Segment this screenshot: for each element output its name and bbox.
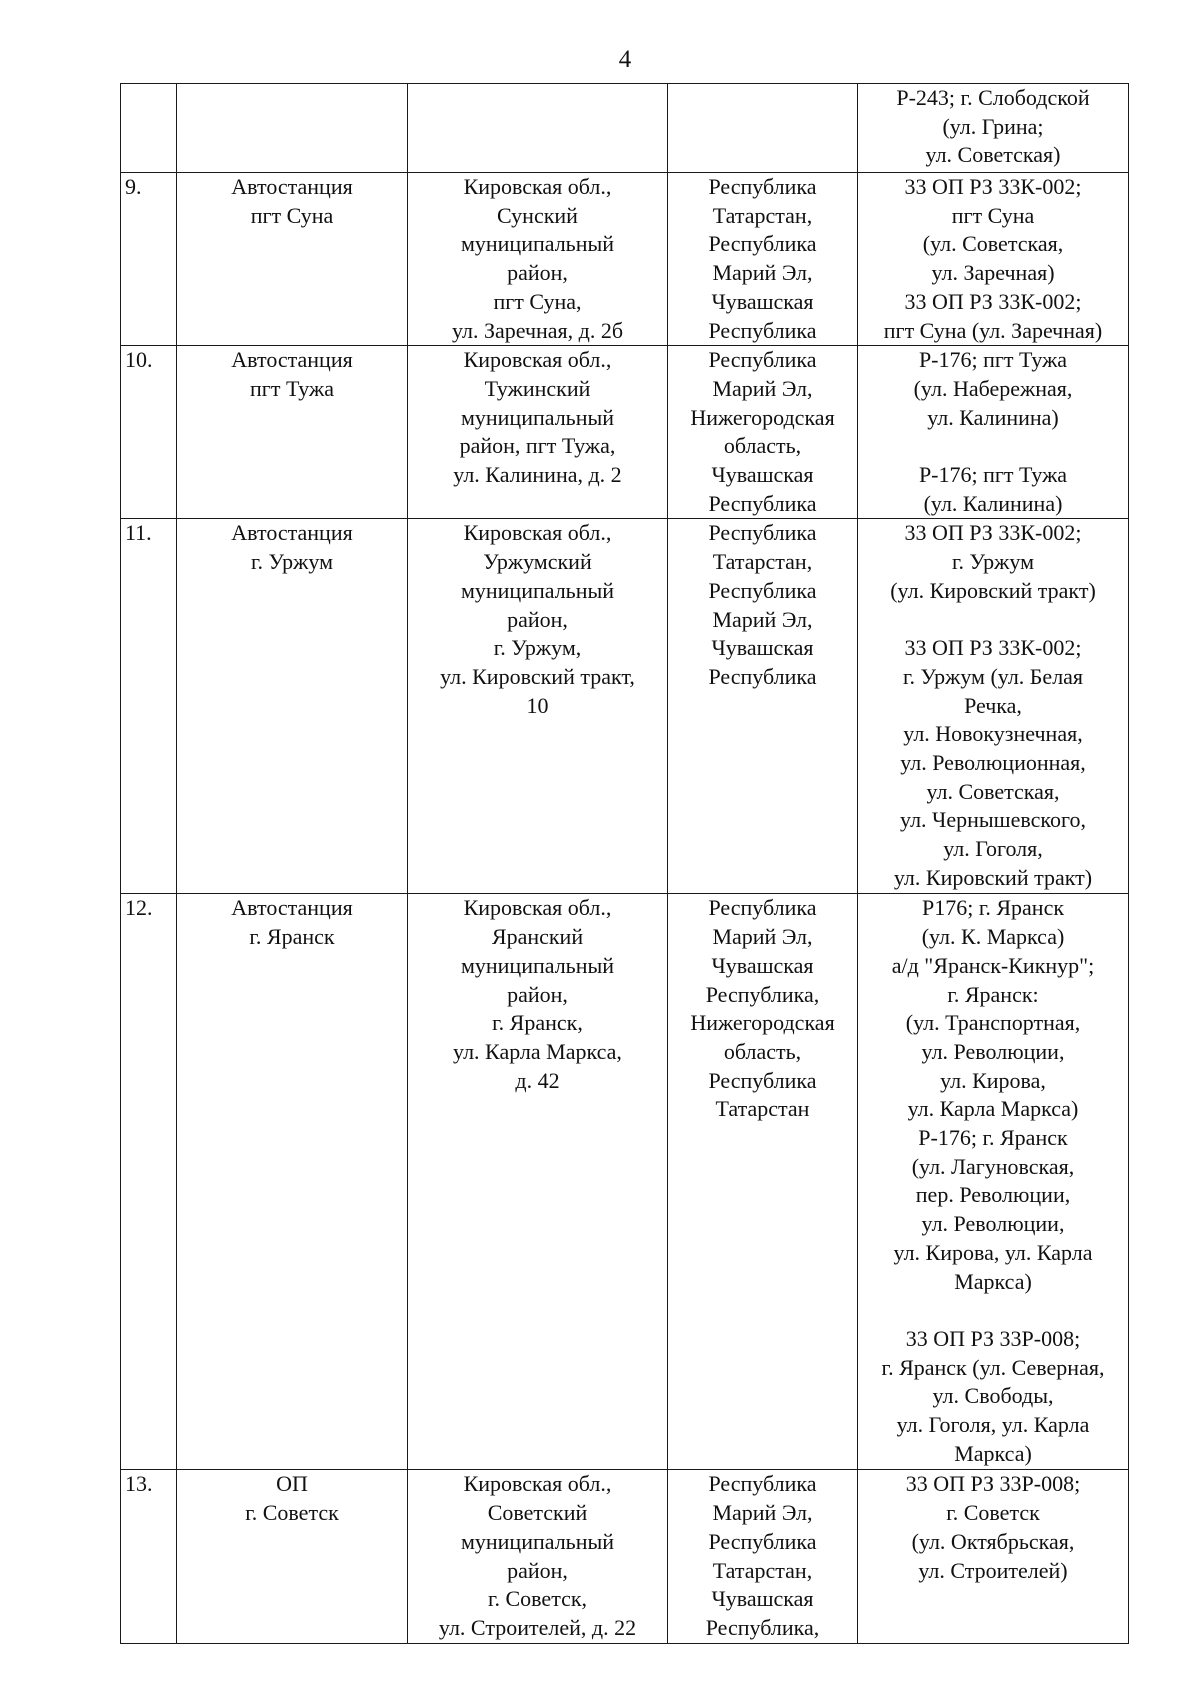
regions-cell: Республика Марий Эл, Республика Татарстан, Чувашская Республика, xyxy=(668,1470,858,1643)
regions-cell: Республика Татарстан, Республика Марий Эл, Чувашская Республика xyxy=(668,173,858,346)
station-name-cell: Автостанция пгт Тужа xyxy=(177,346,408,519)
row-number-cell: 12. xyxy=(121,894,177,1470)
route-cell: 33 ОП РЗ 33К-002; пгт Суна (ул. Советская, ул. Заречная) 33 ОП РЗ 33К-002; пгт Суна (ул. Заречная) xyxy=(858,173,1129,346)
address-cell: Кировская обл., Советский муниципальный район, г. Советск, ул. Строителей, д. 22 xyxy=(408,1470,668,1643)
address-cell: Кировская обл., Уржумский муниципальный район, г. Уржум, ул. Кировский тракт, 10 xyxy=(408,519,668,894)
route-cell: Р176; г. Яранск (ул. К. Маркса) а/д "Яранск-Кикнур"; г. Яранск: (ул. Транспортная, ул. Революции, ул. Кирова, ул. Карла Маркса) Р-176; г. Яранск (ул. Лагуновская, пер. Революции, ул. Революции, ул. Кирова, ул. Карла Маркса) 33 ОП РЗ 33Р-008; г. Яранск (ул. Северная, ул. Свободы, ул. Гоголя, ул. Карла Маркса) xyxy=(858,894,1129,1470)
regions-cell: Республика Марий Эл, Чувашская Республика, Нижегородская область, Республика Татарстан xyxy=(668,894,858,1470)
station-name-cell: Автостанция г. Яранск xyxy=(177,894,408,1470)
station-name-cell xyxy=(177,84,408,173)
row-number-cell: 13. xyxy=(121,1470,177,1643)
table-row xyxy=(121,346,1129,519)
table-row xyxy=(121,173,1129,346)
row-number-cell: 9. xyxy=(121,173,177,346)
route-cell: 33 ОП РЗ 33К-002; г. Уржум (ул. Кировский тракт) 33 ОП РЗ 33К-002; г. Уржум (ул. Белая Речка, ул. Новокузнечная, ул. Революционная, ул. Советская, ул. Чернышевского, ул. Гоголя, ул. Кировский тракт) xyxy=(858,519,1129,894)
row-number-cell: 11. xyxy=(121,519,177,894)
address-cell: Кировская обл., Яранский муниципальный район, г. Яранск, ул. Карла Маркса, д. 42 xyxy=(408,894,668,1470)
table-row xyxy=(121,84,1129,173)
station-name-cell: Автостанция г. Уржум xyxy=(177,519,408,894)
table-row xyxy=(121,894,1129,1470)
station-name-cell: ОП г. Советск xyxy=(177,1470,408,1643)
page-number: 4 xyxy=(618,46,632,73)
route-cell: Р-243; г. Слободской (ул. Грина; ул. Советская) xyxy=(858,84,1129,173)
table-row xyxy=(121,1470,1129,1643)
regions-cell: Республика Марий Эл, Нижегородская область, Чувашская Республика xyxy=(668,346,858,519)
route-cell: 33 ОП РЗ 33Р-008; г. Советск (ул. Октябрьская, ул. Строителей) xyxy=(858,1470,1129,1643)
address-cell xyxy=(408,84,668,173)
station-name-cell: Автостанция пгт Суна xyxy=(177,173,408,346)
row-number-cell: 10. xyxy=(121,346,177,519)
regions-cell: Республика Татарстан, Республика Марий Эл, Чувашская Республика xyxy=(668,519,858,894)
route-cell: Р-176; пгт Тужа (ул. Набережная, ул. Калинина) Р-176; пгт Тужа (ул. Калинина) xyxy=(858,346,1129,519)
row-number-cell xyxy=(121,84,177,173)
stations-table xyxy=(120,83,1129,1644)
address-cell: Кировская обл., Тужинский муниципальный район, пгт Тужа, ул. Калинина, д. 2 xyxy=(408,346,668,519)
table-row xyxy=(121,519,1129,894)
regions-cell xyxy=(668,84,858,173)
address-cell: Кировская обл., Сунский муниципальный район, пгт Суна, ул. Заречная, д. 2б xyxy=(408,173,668,346)
